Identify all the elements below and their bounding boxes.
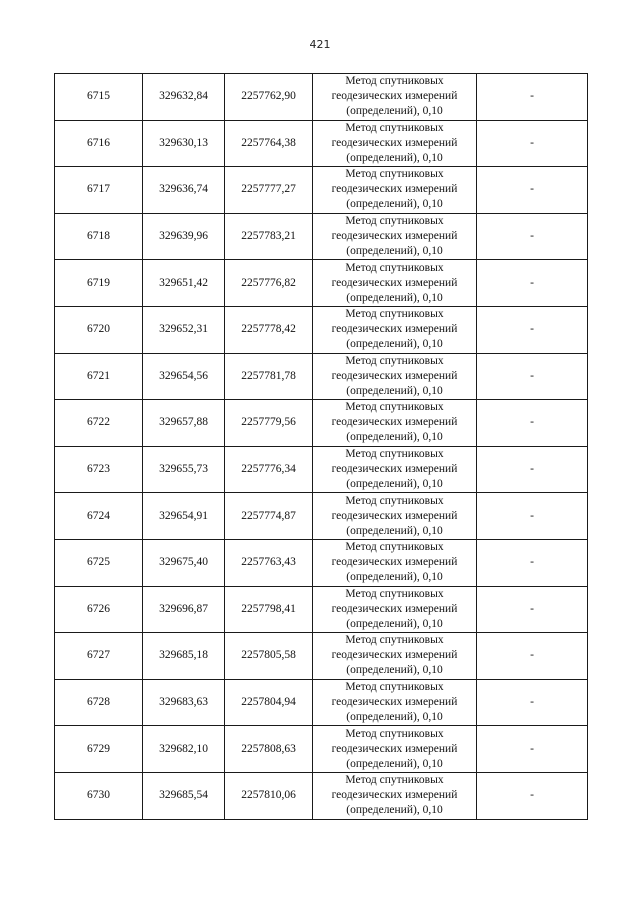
point-number-cell: 6729	[55, 726, 143, 773]
y-coordinate-cell: 2257798,41	[225, 586, 313, 633]
y-coordinate-cell: 2257764,38	[225, 120, 313, 167]
y-coordinate-cell: 2257781,78	[225, 353, 313, 400]
method-text-line: геодезических измерений	[331, 742, 458, 755]
point-number-cell: 6717	[55, 167, 143, 214]
method-text-line: геодезических измерений	[331, 416, 458, 429]
method-cell	[313, 260, 477, 307]
method-text-line: (определений), 0,10	[346, 384, 443, 397]
method-text-line: Метод спутниковых	[345, 681, 444, 694]
method-text-line: (определений), 0,10	[346, 105, 443, 118]
table-row	[55, 493, 588, 540]
method-cell	[313, 726, 477, 773]
method-text-line: геодезических измерений	[331, 696, 458, 709]
point-number-cell: 6718	[55, 213, 143, 260]
y-coordinate-cell: 2257783,21	[225, 213, 313, 260]
method-text-line: геодезических измерений	[331, 90, 458, 103]
method-text-line: (определений), 0,10	[346, 245, 443, 258]
x-coordinate-cell: 329683,63	[143, 679, 225, 726]
method-text-line: Метод спутниковых	[345, 261, 444, 274]
method-text-line: (определений), 0,10	[346, 291, 443, 304]
point-number-cell: 6721	[55, 353, 143, 400]
y-coordinate-cell: 2257804,94	[225, 679, 313, 726]
table-row	[55, 167, 588, 214]
method-text-line: геодезических измерений	[331, 183, 458, 196]
table-row	[55, 772, 588, 819]
point-number-cell: 6716	[55, 120, 143, 167]
y-coordinate-cell: 2257810,06	[225, 772, 313, 819]
method-text-line: геодезических измерений	[331, 276, 458, 289]
method-text-line: геодезических измерений	[331, 789, 458, 802]
table-row	[55, 633, 588, 680]
method-text-line: (определений), 0,10	[346, 338, 443, 351]
point-number-cell: 6715	[55, 74, 143, 121]
method-cell	[313, 400, 477, 447]
note-cell: -	[477, 167, 588, 214]
method-cell	[313, 539, 477, 586]
y-coordinate-cell: 2257779,56	[225, 400, 313, 447]
method-text-line: Метод спутниковых	[345, 354, 444, 367]
y-coordinate-cell: 2257777,27	[225, 167, 313, 214]
y-coordinate-cell: 2257805,58	[225, 633, 313, 680]
method-text-line: (определений), 0,10	[346, 151, 443, 164]
table-row	[55, 726, 588, 773]
y-coordinate-cell: 2257762,90	[225, 74, 313, 121]
point-number-cell: 6730	[55, 772, 143, 819]
method-text-line: (определений), 0,10	[346, 571, 443, 584]
y-coordinate-cell: 2257778,42	[225, 306, 313, 353]
method-text-line: (определений), 0,10	[346, 711, 443, 724]
note-cell: -	[477, 306, 588, 353]
method-text-line: (определений), 0,10	[346, 617, 443, 630]
table-row	[55, 586, 588, 633]
note-cell: -	[477, 586, 588, 633]
point-number-cell: 6725	[55, 539, 143, 586]
table-row	[55, 679, 588, 726]
method-text-line: геодезических измерений	[331, 556, 458, 569]
method-cell	[313, 772, 477, 819]
x-coordinate-cell: 329632,84	[143, 74, 225, 121]
note-cell: -	[477, 679, 588, 726]
point-number-cell: 6719	[55, 260, 143, 307]
table-row	[55, 260, 588, 307]
method-text-line: Метод спутниковых	[345, 634, 444, 647]
method-cell	[313, 493, 477, 540]
note-cell: -	[477, 74, 588, 121]
x-coordinate-cell: 329685,54	[143, 772, 225, 819]
note-cell: -	[477, 539, 588, 586]
table-row	[55, 400, 588, 447]
point-number-cell: 6723	[55, 446, 143, 493]
method-cell	[313, 167, 477, 214]
method-text-line: геодезических измерений	[331, 602, 458, 615]
coordinates-table-body	[55, 74, 588, 820]
x-coordinate-cell: 329682,10	[143, 726, 225, 773]
method-text-line: Метод спутниковых	[345, 587, 444, 600]
y-coordinate-cell: 2257774,87	[225, 493, 313, 540]
method-text-line: Метод спутниковых	[345, 75, 444, 88]
method-text-line: геодезических измерений	[331, 509, 458, 522]
method-text-line: Метод спутниковых	[345, 308, 444, 321]
note-cell: -	[477, 400, 588, 447]
x-coordinate-cell: 329655,73	[143, 446, 225, 493]
note-cell: -	[477, 633, 588, 680]
note-cell: -	[477, 260, 588, 307]
y-coordinate-cell: 2257763,43	[225, 539, 313, 586]
table-row	[55, 306, 588, 353]
method-cell	[313, 446, 477, 493]
note-cell: -	[477, 213, 588, 260]
method-text-line: геодезических измерений	[331, 136, 458, 149]
point-number-cell: 6720	[55, 306, 143, 353]
method-text-line: Метод спутниковых	[345, 215, 444, 228]
x-coordinate-cell: 329654,56	[143, 353, 225, 400]
x-coordinate-cell: 329685,18	[143, 633, 225, 680]
method-text-line: (определений), 0,10	[346, 804, 443, 817]
point-number-cell: 6727	[55, 633, 143, 680]
method-cell	[313, 353, 477, 400]
method-text-line: геодезических измерений	[331, 649, 458, 662]
method-text-line: Метод спутниковых	[345, 168, 444, 181]
method-cell	[313, 120, 477, 167]
method-text-line: Метод спутниковых	[345, 727, 444, 740]
x-coordinate-cell: 329654,91	[143, 493, 225, 540]
method-cell	[313, 586, 477, 633]
point-number-cell: 6722	[55, 400, 143, 447]
point-number-cell: 6724	[55, 493, 143, 540]
method-cell	[313, 679, 477, 726]
x-coordinate-cell: 329657,88	[143, 400, 225, 447]
method-text-line: (определений), 0,10	[346, 198, 443, 211]
method-cell	[313, 306, 477, 353]
x-coordinate-cell: 329636,74	[143, 167, 225, 214]
method-text-line: Метод спутниковых	[345, 401, 444, 414]
y-coordinate-cell: 2257776,82	[225, 260, 313, 307]
note-cell: -	[477, 726, 588, 773]
x-coordinate-cell: 329696,87	[143, 586, 225, 633]
method-text-line: (определений), 0,10	[346, 478, 443, 491]
method-text-line: Метод спутниковых	[345, 121, 444, 134]
x-coordinate-cell: 329651,42	[143, 260, 225, 307]
note-cell: -	[477, 493, 588, 540]
method-text-line: (определений), 0,10	[346, 431, 443, 444]
point-number-cell: 6728	[55, 679, 143, 726]
table-row	[55, 213, 588, 260]
table-row	[55, 120, 588, 167]
method-text-line: (определений), 0,10	[346, 757, 443, 770]
note-cell: -	[477, 446, 588, 493]
table-row	[55, 446, 588, 493]
method-text-line: геодезических измерений	[331, 463, 458, 476]
point-number-cell: 6726	[55, 586, 143, 633]
method-text-line: геодезических измерений	[331, 369, 458, 382]
y-coordinate-cell: 2257808,63	[225, 726, 313, 773]
table-row	[55, 353, 588, 400]
method-text-line: Метод спутниковых	[345, 774, 444, 787]
method-text-line: (определений), 0,10	[346, 524, 443, 537]
y-coordinate-cell: 2257776,34	[225, 446, 313, 493]
method-text-line: Метод спутниковых	[345, 494, 444, 507]
method-text-line: геодезических измерений	[331, 230, 458, 243]
note-cell: -	[477, 120, 588, 167]
x-coordinate-cell: 329630,13	[143, 120, 225, 167]
x-coordinate-cell: 329639,96	[143, 213, 225, 260]
method-text-line: (определений), 0,10	[346, 664, 443, 677]
coordinates-table	[54, 73, 588, 820]
table-row	[55, 74, 588, 121]
x-coordinate-cell: 329675,40	[143, 539, 225, 586]
method-cell	[313, 74, 477, 121]
method-text-line: геодезических измерений	[331, 323, 458, 336]
note-cell: -	[477, 353, 588, 400]
method-text-line: Метод спутниковых	[345, 541, 444, 554]
method-text-line: Метод спутниковых	[345, 448, 444, 461]
note-cell: -	[477, 772, 588, 819]
page-number: 421	[309, 38, 331, 51]
table-row	[55, 539, 588, 586]
x-coordinate-cell: 329652,31	[143, 306, 225, 353]
method-cell	[313, 633, 477, 680]
method-cell	[313, 213, 477, 260]
